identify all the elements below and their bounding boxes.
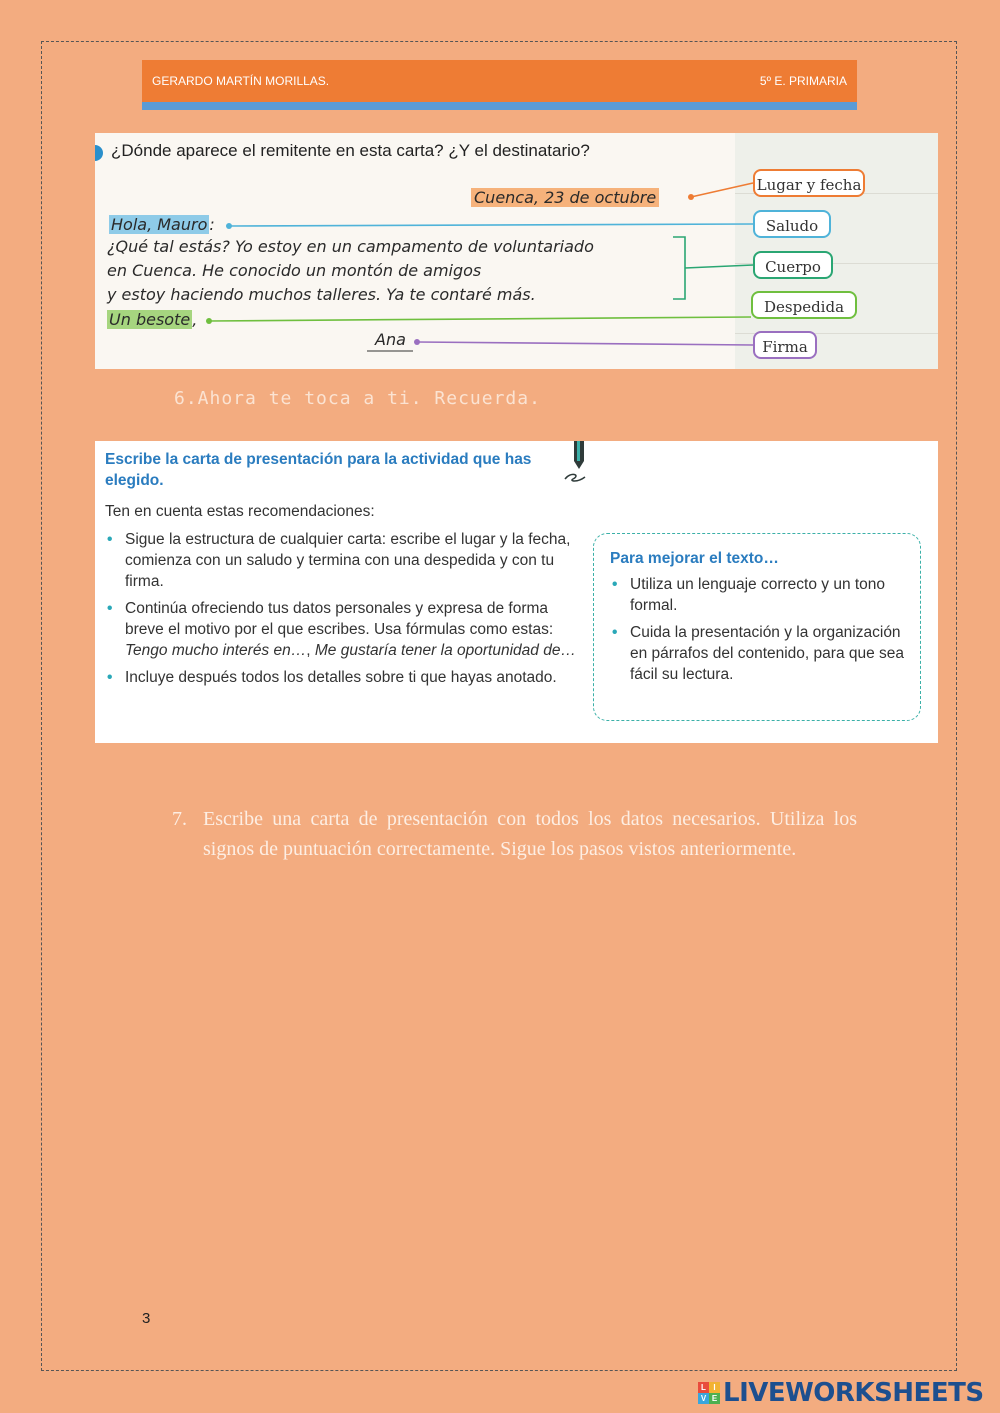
brand-name: LIVEWORKSHEETS — [723, 1378, 984, 1408]
label-body: Cuerpo — [753, 251, 833, 279]
label-farewell: Despedida — [751, 291, 857, 319]
list-item: • Continúa ofreciendo tus datos personales y expresa de forma breve el motivo por el que escribes. Usa fórmulas como estas: Tengo mucho interés en…, Me gustaría tener la oportunidad de… — [105, 598, 585, 661]
greeting-connector — [229, 224, 753, 226]
list-item: • Cuida la presentación y la organización en párrafos del contenido, para que sea fácil su lectura. — [610, 622, 906, 685]
step-6-instruction: 6.Ahora te toca a ti. Recuerda. — [174, 388, 541, 409]
place-connector — [691, 183, 753, 197]
farewell-connector-dot — [206, 318, 212, 324]
step-text: Escribe una carta de presentación con todos los datos necesarios. Utiliza los signos de puntuación correctamente. Sigue los pasos vistos anteriormente. — [203, 808, 857, 860]
letter-structure-figure — [95, 133, 938, 369]
signature-connector — [417, 342, 753, 345]
label-place-date: Lugar y fecha — [753, 169, 865, 197]
author-name: GERARDO MARTÍN MORILLAS. — [152, 74, 330, 88]
signature: Ana — [375, 330, 406, 349]
list-item: • Incluye después todos los detalles sobre ti que hayas anotado. — [105, 667, 585, 688]
list-item: • Utiliza un lenguaje correcto y un tono formal. — [610, 574, 906, 616]
place-date: Cuenca, 23 de octubre — [471, 188, 659, 207]
body-line: ¿Qué tal estás? Yo estoy en un campamento de voluntariado — [107, 237, 594, 256]
place-connector-dot — [688, 194, 694, 200]
greeting-connector-dot — [226, 223, 232, 229]
step-7-instruction — [172, 804, 857, 864]
page-header — [142, 60, 857, 102]
body-line: en Cuenca. He conocido un montón de amigos — [107, 261, 482, 280]
page-number: 3 — [142, 1310, 151, 1327]
greeting: Hola, Mauro : — [111, 215, 215, 234]
farewell-connector — [209, 317, 751, 321]
liveworksheets-brand — [698, 1378, 984, 1408]
recommendations-intro: Ten en cuenta estas recomendaciones: — [105, 503, 375, 520]
body-line: y estoy haciendo muchos talleres. Ya te contaré más. — [107, 285, 536, 304]
recommendations-panel — [95, 441, 938, 743]
figure-question: ¿Dónde aparece el remitente en esta carta? ¿Y el destinatario? — [111, 141, 590, 160]
step-number: 7. — [172, 808, 187, 830]
recommendations-title: Escribe la carta de presentación para la actividad que has elegido. — [105, 451, 532, 489]
list-item: • Sigue la estructura de cualquier carta: escribe el lugar y la fecha, comienza con un saludo y termina con una despedida y con tu firma. — [105, 529, 585, 592]
pencil-icon — [563, 441, 593, 483]
label-signature: Firma — [753, 331, 817, 359]
tips-title: Para mejorar el texto… — [610, 550, 779, 567]
tips-box — [593, 533, 921, 721]
header-accent-bar — [142, 102, 857, 110]
recommendations-list — [105, 529, 585, 694]
farewell: Un besote , — [109, 310, 198, 329]
grade-label: 5º E. PRIMARIA — [759, 74, 847, 88]
body-bracket — [673, 237, 753, 299]
tips-list — [610, 574, 906, 691]
signature-connector-dot — [414, 339, 420, 345]
liveworksheets-logo-icon: L I V E — [698, 1382, 720, 1404]
label-greeting: Saludo — [753, 210, 831, 238]
